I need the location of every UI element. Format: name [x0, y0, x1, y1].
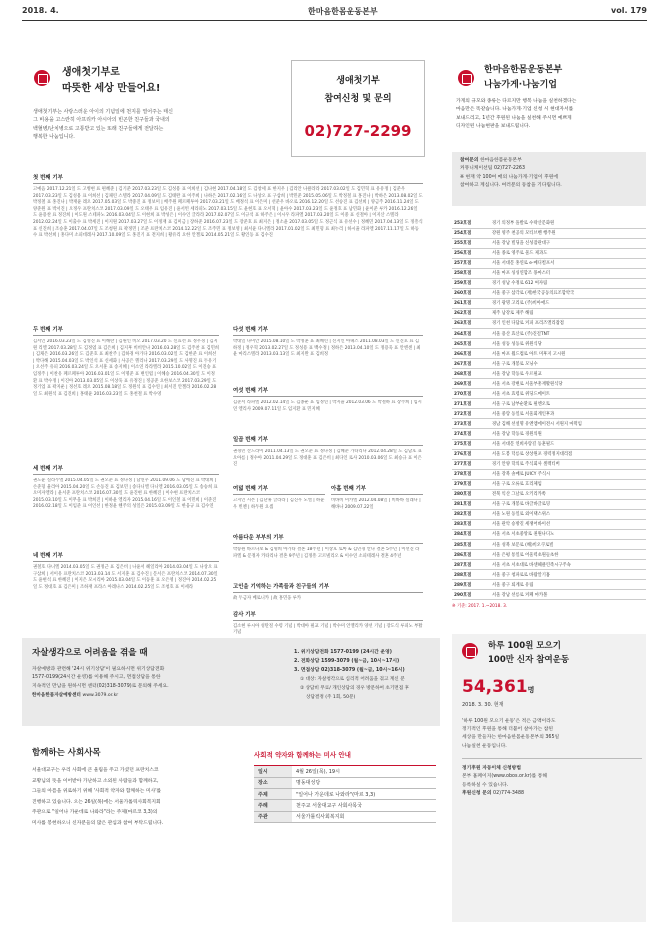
shop-row — [452, 570, 646, 580]
shop-number: 276호점 — [452, 449, 490, 459]
shop-row — [452, 479, 646, 489]
mass-body-6: 미사를 봉헌하오니 신자분들의 많은 관심과 참여 부탁드립니다. — [32, 820, 164, 826]
mass-value: 4월 26일(목), 19시 — [292, 766, 436, 777]
counter-body-4: 나눔실천 운동입니다. — [462, 743, 507, 749]
shop-row — [452, 580, 646, 590]
mass-body-3: 그들의 아픔을 위로하기 위해 '사회적 약자와 함께하는 미사'를 — [32, 789, 162, 795]
donor-list: 김준서 라파엘 2012.02.14일 도 김종운 표 임정연 | 박지율 2012.03.06 도 박철하 표 장주희 | 임시연 엘리사 2009.07.11일 도 임지환 표 민지혜 — [233, 400, 422, 412]
mass-body-2: 교황님의 뜻을 이어받아 가난하고 소외된 사람들과 함께하고, — [32, 778, 159, 784]
section-heading: 고인을 기억하는 가족들과 친구들의 기부 — [233, 579, 423, 593]
shop-row — [452, 298, 646, 308]
mass-value: 명동대성당 — [292, 777, 436, 788]
shop-name: 서울 중구 청파로로 바람알기홈 — [490, 570, 646, 580]
shop-row — [452, 308, 646, 318]
sharing-title-2: 나눔가게·나눔기업 — [484, 80, 557, 90]
suicide-body-2: 1577-0199(24시간 운영)를 이용해 주시고, 면접상담을 통한 — [32, 675, 161, 681]
donor-list: 권경민 산드라이 2011.04.13일 도 권오준 표 정다정 | 김혜준 가타리나 2012.04.28일 도 김남호 표 오아름 | 정수아 2011.04.29일 도 정대훈 표 김은비 | 최다인 로사 2010.03.06일 도 최승규 표 이은진 — [233, 449, 422, 468]
shop-row — [452, 318, 646, 328]
shop-name: 전북 익산 그날로 오키리카쪽 — [490, 489, 646, 499]
shop-number: 264호점 — [452, 329, 490, 339]
shop-number: 280호점 — [452, 489, 490, 499]
inquiry-contact: 커뮤니케이션팀 02)727-2263 — [460, 166, 526, 172]
counter-title-2: 100만 신자 참여운동 — [488, 655, 570, 665]
mass-table-title: 사회적 약자와 함께하는 미사 안내 — [254, 742, 436, 766]
counter-box — [452, 634, 646, 922]
donor-list: 김서인 2016.03.23일 도 김성진 표 이해란 | 김원인 비오 2017.03.20 도 신효선 표 정우경 | 김지원 리엘 2017.03.28일 도 김정엽 표 김은희 | 김지후 비비안나 2016.03.28일 도 김주찬 표 김민희 | 김채은 2016.03.26일 도 김준호 표 최찬주 | 김하경 아가다 2016.03.02일 도 김한준 표 이희선 | 박다해 2015.04.03일 도 박인석 표 신세화 | 사공은 헬리나 2017.03.29일 도 사명진 표 두유기 | 오선주 유피 2016.03.24일 도 오서훈 표 송지혜 | 이소연 라라엘라 2015.10.02일 도 이진승 표 임정주 | 이찬유 페르페투아 2016.03.01일 도 이명준 표 변인엽 | 이혜승 2016.04.30일 도 이정환 표 박수정 | 이진아 2013.03.05일 도 이상욱 표 유정진 | 정공준 요한보스코 2017.03.29일 도 정기업 표 곽지운 | 정선호 레오 2015.08.18일 도 정원석 표 김수연 | 최서진 안젤라 2016.02.28일 도 최원석 표 김진희 | 홍태윤 2016.03.23일 도 홍천철 표 박수영 — [33, 339, 219, 397]
mass-row — [254, 789, 436, 800]
shop-row — [452, 268, 646, 278]
support-inquiry-phone: 02)774-3488 — [493, 791, 525, 797]
shop-row — [452, 560, 646, 570]
shop-row — [452, 419, 646, 429]
shop-name: 서울 종로 영주로 물드 제과도 — [490, 248, 646, 258]
donor-col-left — [33, 322, 219, 591]
shop-name: 서울 중랑 동일로 서울회계인후과 — [490, 409, 646, 419]
shop-row — [452, 429, 646, 439]
section-heading: 두 번째 기부 — [33, 322, 219, 336]
shop-number: 282호점 — [452, 509, 490, 519]
donor-list: 권도윤 실라누엘 2015.04.05일 도 권오준 표 정다정 | 남연우 2011.09.06 도 남에진 표 박대희 | 손준형 율리아 2015.04.20일 도 손동진 표 김보민 | 송다니엘 다니엘 2016.03.05일 도 송승희 표 오미자엘라 | 윤서준 프란치스코 2016.07.30일 도 윤진현 표 한혜진 | 이수현 프란치스코 2015.03.10일 도 이무을 표 박희진 | 이하윤 엘리자 2015.04.16일 도 이인철 표 이민희 | 이준진 2016.02.18일 도 이임준 표 이인선 | 한정윤 헨주의 성일은 2015.03.09일 도 한웅규 표 김수연 — [33, 478, 218, 510]
shop-number: 261호점 — [452, 298, 490, 308]
shop-number: 281호점 — [452, 499, 490, 509]
shop-row — [452, 329, 646, 339]
mass-row — [254, 766, 436, 777]
shop-row — [452, 379, 646, 389]
donor-first — [33, 170, 423, 240]
shop-name: 서울 마포 싱싱연합조 몽마스터 — [490, 268, 646, 278]
sharing-body-1: 가게의 규모와 종류는 다르지만 행복 나눔을 실천하겠다는 — [456, 99, 577, 104]
shop-number: 265호점 — [452, 339, 490, 349]
section-heading: 일곱 번째 기부 — [233, 432, 423, 446]
shop-name: 서울 강남 선릉로 커페 마카볼 — [490, 590, 646, 600]
shop-number: 257호점 — [452, 258, 490, 268]
shop-number: 288호점 — [452, 570, 490, 580]
sharing-body-2: 마음만은 똑같습니다. 나눔가게·기업 신청 시 현대자서를 — [456, 107, 574, 113]
sharing-body-4: 디자인된 나눔현판을 보내드립니다. — [456, 124, 531, 130]
shop-name: 제주 남강로 제주 해림 — [490, 308, 646, 318]
count-date: 2018. 3. 30. 현재 — [462, 702, 504, 708]
shop-row — [452, 529, 646, 539]
campaign-body-3: 백혈병/난치병으로 고통받고 있는 또래 친구들에게 전달하는 — [33, 125, 164, 132]
org-name: 한마음한몸운동본부 — [308, 7, 378, 16]
shop-name: 서울 구로 오류로 흐리체임 — [490, 479, 646, 489]
mass-body-4: 진행하고 있습니다. 오는 26일(목)에는 서울가톨릭사회복지회 — [32, 799, 161, 805]
section-heading: 감사 기부 — [233, 607, 423, 621]
shop-name: 경기 광명 고리로 (주)비아애드 — [490, 298, 646, 308]
shop-name: 서울 강북 솔매로 JUICY 주식시 — [490, 469, 646, 479]
sharing-inquiry-box — [452, 152, 646, 206]
shop-name: 서울 구로 남부순환로 필엔오토 — [490, 399, 646, 409]
suicide-item-6: 상담결정 (주 1회, 50분) — [306, 695, 356, 700]
shop-row — [452, 459, 646, 469]
suicide-body-1: 자살예방과 관련해 '24시 위기상담'이 필요하시면 위기상담전화 — [32, 667, 165, 672]
shop-row — [452, 519, 646, 529]
shop-number: 269호점 — [452, 379, 490, 389]
suicide-box — [22, 638, 440, 726]
inquiry-org: 한마음한몸운동본부 — [480, 158, 522, 163]
shop-name: 경기 성남 수정로 612 여자림 — [490, 278, 646, 288]
shop-row — [452, 359, 646, 369]
mass-key: 주제 — [254, 789, 292, 800]
shop-row — [452, 248, 646, 258]
shop-number: 275호점 — [452, 439, 490, 449]
mass-table — [254, 766, 436, 823]
mass-body-5: 주관으로 "일어나 가운데로 나와라"라는 주제(마르코 3,3)의 — [32, 810, 158, 816]
shop-name: 서울 용산 효산로 (주)진걸TNT — [490, 329, 646, 339]
shop-number: 287호점 — [452, 560, 490, 570]
shop-name: 서울 서대문 연희사랑길 동훈필드 — [490, 439, 646, 449]
section-heading: 여덟 번째 기부 — [233, 481, 325, 495]
shop-name: 서울 마포 월드컵로 아트 미후지 고시원 — [490, 349, 646, 359]
shop-number: 268호점 — [452, 369, 490, 379]
shop-row — [452, 540, 646, 550]
shop-row — [452, 590, 646, 600]
campaign-title-2: 따뜻한 세상 만들어요! — [62, 83, 161, 94]
shop-name: 서울 중구 퇴계로 유림 — [490, 580, 646, 590]
shop-number: 289호점 — [452, 580, 490, 590]
donor-list: 고지인 시몬 | 김난휴 글라라 | 김진우 노엘 | 하윤우 빈첸 | 하두원 요셉 — [233, 498, 325, 510]
donor-list: 고예음 2017.12.21일 도 고병현 표 편혜준 | 김기준 2017.03.23일 도 김성용 표 이희선 | 김나현 2017.04.18일 도 김창세 표 한지우 | 김리안 나클라라 2017.03.02일 도 김민혁 표 유유정 | 김준우 2017.03.23일 도 김성용 표 이희선 | 김채린 스텔라 2017.04.09일 도 김태완 표 이주희 | 나하은 2017.02.16일 도 나상오 표 구삼희 | 박민준 2015.05.06일 도 박정철 표 홍진나 | 박하은 2013.08.02일 도 박정철 표 홍진나 | 박재윤 레오 2017.05.03일 도 박중진 표 정보미 | 배주원 페르페투아 2017.03.21일 도 배정석 표 이은미 | 선준우 바오로 2016.12.20일 도 선승진 표 김선희 | 양금주 2016.11.24일 도 양준원 표 박서진 | 오정우 프란치스코 2017.03.09일 도 오태우 표 임유진 | 윤서빈 세라피노 2017.03.15일 도 윤현호 표 오서혁 | 윤아수 2017.03.23일 도 윤정호 표 남민화 | 윤이준 루카 2016.12.26일 도 윤용찬 표 정진희 | 이도원 스테파노 2016.03.04일 도 이현희 표 박성은 | 이수인 글라라 2017.02.07일 도 이규석 표 하주은 | 이시우 라파엘 2017.03.20일 도 이중 표 신철아 | 이지산 스텔라 2012.02.24일 도 이출수 표 박세진 | 이지원 2017.03.27일 도 이정재 표 김미금 | 장하준 2016.07.23일 도 장준호 표 최지은 | 정소윤 2017.03.05일 도 정근식 표 유선수 | 정혜민 2017.04.13일 도 정흥식 표 신진희 | 조승훈 2017.04.07일 도 조청원 표 곽정민 | 조준 프란치스코 2014.12.22일 도 조주민 표 정보영 | 최서윤 다니엘라 2017.01.02일 도 최민형 표 최누리 | 하시율 라파엘 2017.11.17일 도 하동수 표 박선희 | 홍다미 소피데레사 2017.10.09일 도 홍진기 표 전지희 | 황유리 요한 안젤로 2014.05.21일 도 황인동 표 김수진 — [33, 187, 423, 239]
shop-name: 서울 중구 삼각로 (재)한국공동의료조합약국 — [490, 288, 646, 298]
shop-name: 서울 서초 효령로 위딩드메이트 — [490, 389, 646, 399]
suicide-body-3: 지속적인 만남을 원하시면 센터(02)318-3079)로 문의해 주세요. — [32, 683, 169, 689]
donor-list: 박승원 바르나보 & 김명희 아가타 결혼 18주년 | 이상호 토마 & 김민경 안나 결혼 5주년 | 이선진 라파엘 & 문정자 카타리나 결혼 9주년 | 김정흥 고르넬리오 & 이수연 소피테레사 결혼 4주년 — [233, 547, 420, 559]
shop-number: 272호점 — [452, 409, 490, 419]
campaign-body-2: 그 비용을 고스란히 아프리카 아시아의 빈곤한 친구들과 국내의 — [33, 117, 170, 124]
mass-row — [254, 777, 436, 788]
shop-name: 서울 서초 강변로 서울부흥재활원식당 — [490, 379, 646, 389]
shop-row — [452, 409, 646, 419]
shop-row — [452, 258, 646, 268]
donor-list: 비바비 미카엘 2012.04.08일 | 비바바 실레나 | 해바나 2009.07.22일 — [331, 498, 421, 510]
counter-body-3: 세상을 만들자는 한마음한몸운동본부의 365일 — [462, 735, 560, 741]
shop-name: 경기 의정부 돌발로 수락산문화원 — [490, 218, 646, 228]
shop-number: 263호점 — [452, 318, 490, 328]
mass-row — [254, 800, 436, 811]
inquiry-label: 참여문의 — [460, 158, 479, 163]
shop-number: 285호점 — [452, 540, 490, 550]
shop-number: 283호점 — [452, 519, 490, 529]
suicide-item-5: ② 상담비 무료/ 개인상담의 경우 방문하여 초기면접 후 — [300, 686, 410, 691]
shop-row — [452, 339, 646, 349]
suicide-org: 한마음한몸자살예방센터 — [32, 693, 81, 699]
donor-list: 김소현 루시아 성탄절 수령 기념 | 박대아 필교 기념 | 박수미 안젤리카 양선 기념 | 장도식 루피노 부활 기념 — [233, 623, 423, 636]
shop-name: 경기 안양 학의로 주식회사 셀렉티버 — [490, 459, 646, 469]
shop-number: 255호점 — [452, 238, 490, 248]
autopay-title: 정기후원 자동이체 신청방법 — [462, 766, 521, 771]
shop-number: 279호점 — [452, 479, 490, 489]
page-header — [22, 0, 647, 21]
sharing-body-3: 보내드리고, 1년간 후원된 나눔을 실천해 주시면 예쁘게 — [456, 115, 572, 121]
shop-row — [452, 399, 646, 409]
campaign-title-1: 생애첫기부로 — [62, 67, 120, 78]
campaign-body-4: 행복한 나눔입니다. — [33, 134, 75, 141]
section-heading: 첫 번째 기부 — [33, 170, 423, 184]
shop-row — [452, 499, 646, 509]
shops-note: ※ 기준: 2017. 1.~2018. 3. — [452, 604, 508, 609]
mass-section — [22, 738, 440, 826]
mass-title: 함께하는 사회사목 — [32, 748, 101, 758]
inquiry-note-1: ※ 현재 약 100여 매의 나눔가게·기업이 후원에 — [460, 174, 558, 180]
volume: vol. 179 — [611, 6, 647, 15]
shop-row — [452, 389, 646, 399]
shop-row — [452, 218, 646, 228]
shop-number: 254호점 — [452, 228, 490, 238]
shop-name: 서울 구로 개봉로 모닝수 — [490, 359, 646, 369]
sharing-title-1: 한마음한몸운동본부 — [484, 65, 563, 75]
inquiry-note-2: 참여하고 계십니다. 여러분의 동참을 기다립니다. — [460, 183, 562, 189]
shop-name: 강원 영주 천공의 모티브벤 행주원 — [490, 228, 646, 238]
store-icon — [458, 70, 474, 86]
shop-name: 서울 관악 승방길 세쟁어바이선 — [490, 519, 646, 529]
shop-number: 256호점 — [452, 248, 490, 258]
shop-name: 서울 노원 동일로 외이택스위스 — [490, 509, 646, 519]
autopay-line-1[interactable]: 본부 홈페이지(www.obos.or.kr)를 통해 — [462, 774, 548, 780]
shop-number: 286호점 — [452, 550, 490, 560]
shop-row — [452, 439, 646, 449]
participant-count: 54,361 — [462, 677, 528, 697]
shop-row — [452, 489, 646, 499]
gift-icon — [34, 70, 50, 86]
shop-name: 서울 강남 학동로 경원의원 — [490, 429, 646, 439]
shop-row — [452, 509, 646, 519]
section-heading: 세 번째 기부 — [33, 461, 219, 475]
count-unit: 명 — [527, 686, 535, 694]
coin-icon — [462, 643, 478, 659]
shop-row — [452, 550, 646, 560]
shop-row — [452, 238, 646, 248]
counter-body-1: '하루 100원 모으기 운동'은 적은 금액이라도 — [462, 719, 556, 724]
shop-number: 274호점 — [452, 429, 490, 439]
section-heading: 아홉 번째 기부 — [331, 481, 423, 495]
suicide-item-3: 3. 면접상담 02)318-3079 (월~금, 10시~16시) — [294, 668, 405, 673]
shop-name: 서울 은평 통일로 어울력초원들초한 — [490, 550, 646, 560]
donor-list: 권철호 다니엘 2014.03.05일 도 권정근 표 김은비 | 나윤서 헤일리아 2014.03.04일 도 나상오 표 구삼희 | 서이유 프란치스코 2013.03.14 도 서지훈 표 김수진 | 문서은 프란치스코 2014.07.30일 도 윤현석 표 한혜진 | 이지은 모시리아 2015.03.04일 도 이동훈 표 오은영 | 정진아 2014.02.25일 도 정대호 표 김은미 | 조하재 프라스 아레나스 2014.02.25일 도 조청호 표 이세라 — [33, 565, 218, 590]
shop-name: 서울 성북 보문로 (해)비오쿠로빌 — [490, 540, 646, 550]
donor-list: 故 두금자 베로니카 | 故 홍민웅 루카 — [233, 596, 302, 601]
shop-row — [452, 288, 646, 298]
mass-body-1: 서울대교구는 우리 사회에 큰 울림을 주고 가셨던 프란치스코 — [32, 768, 159, 773]
suicide-title: 자살생각으로 어려움을 겪을 때 — [32, 648, 148, 658]
apply-box — [291, 60, 425, 157]
shop-name: 서울 도봉 덕릉로 상상원포 경력정지대리점 — [490, 449, 646, 459]
shop-name: 경남 김해 선설명 유엔엠에이전시 서원지 마떡임 — [490, 419, 646, 429]
shop-number: 290호점 — [452, 590, 490, 600]
shop-name: 서울 성동 성동로 위원식당 — [490, 339, 646, 349]
mass-value: "일어나 가운데로 나와라"(마르 3,3) — [292, 789, 436, 800]
shop-number: 273호점 — [452, 419, 490, 429]
section-heading: 아름다운 부부의 기부 — [233, 530, 423, 544]
shop-number: 278호점 — [452, 469, 490, 479]
shop-row — [452, 278, 646, 288]
shop-number: 266호점 — [452, 349, 490, 359]
shop-number: 259호점 — [452, 278, 490, 288]
apply-title-1: 생애첫기부 — [336, 76, 380, 86]
apply-phone[interactable]: 02)727-2299 — [304, 122, 412, 140]
suicide-url[interactable]: www.3079.or.kr — [82, 693, 119, 699]
shop-row — [452, 449, 646, 459]
shop-row — [452, 369, 646, 379]
shop-name: 서울 서초 서초대로 바센헤클린족시구주속 — [490, 560, 646, 570]
shop-number: 262호점 — [452, 308, 490, 318]
shop-number: 284호점 — [452, 529, 490, 539]
mass-value: 서울가톨릭사회복지회 — [292, 811, 436, 822]
shop-number: 271호점 — [452, 399, 490, 409]
counter-body-2: 정기적인 후원을 통해 더불어 살아가는 참된 — [462, 727, 554, 733]
shop-number: 267호점 — [452, 359, 490, 369]
suicide-item-1: 1. 위기상담전화 1577-0199 (24시간 운영) — [294, 650, 392, 655]
shop-table — [452, 218, 646, 600]
campaign-body-1: 생애첫기부는 사랑스러운 아이의 기념일에 천지를 열어주는 태신 — [33, 109, 173, 115]
section-heading: 네 번째 기부 — [33, 548, 219, 562]
apply-title-2: 참여신청 및 문의 — [324, 94, 392, 104]
shop-number: 258호점 — [452, 268, 490, 278]
support-inquiry-label: 후원신청 문의 — [462, 791, 492, 797]
shop-number: 260호점 — [452, 288, 490, 298]
mass-key: 일시 — [254, 766, 292, 777]
donor-col-mid — [233, 322, 423, 637]
shop-name: 서울 강남 빌딩을 신성잠관대구 — [490, 238, 646, 248]
section-heading: 여섯 번째 기부 — [233, 383, 423, 397]
mass-value: 천주교 서울대교구 사회사목국 — [292, 800, 436, 811]
shop-number: 270호점 — [452, 389, 490, 399]
shop-row — [452, 228, 646, 238]
shop-number: 277호점 — [452, 459, 490, 469]
donor-list: 박대일 다미안 2015.08.10일 도 박정훈 표 최혜린 | 신지인 아녜스 2011.08.03일 도 신진호 표 김하정 | 정우혁 2013.02.27일 도 정성용 표 백수정 | 정하은 2013.04.10일 도 정용욱 표 안엔센 | 최윤 마리스텔라 2013.03.13일 도 최지완 표 김희정 — [233, 339, 421, 358]
autopay-line-2: 등록하실 수 있습니다. — [462, 782, 509, 788]
shop-name: 경기 인천 다담로 커피 프리즈앨리잡점 — [490, 318, 646, 328]
shop-name: 서울 구로 개봉로 바글바글로밍 — [490, 499, 646, 509]
mass-row — [254, 811, 436, 822]
shop-name: 서울 서초 서초중앙로 퀸원나디노 — [490, 529, 646, 539]
counter-title-1: 하루 100원 모으기 — [488, 641, 561, 651]
suicide-item-4: ① 대상: 자살청각으로 심리적 어려움을 겪고 계신 분 — [300, 677, 405, 682]
section-heading: 다섯 번째 기부 — [233, 322, 423, 336]
suicide-item-2: 2. 전화상담 1599-3079 (월~금, 10시~17시) — [294, 659, 400, 664]
issue-date: 2018. 4. — [22, 6, 59, 15]
shop-name: 서울 서대문 홍연로 e-메디컬포서 — [490, 258, 646, 268]
mass-key: 장소 — [254, 777, 292, 788]
mass-key: 주관 — [254, 811, 292, 822]
shop-row — [452, 349, 646, 359]
shop-row — [452, 469, 646, 479]
shop-number: 253호점 — [452, 218, 490, 228]
mass-key: 주례 — [254, 800, 292, 811]
shop-name: 서울 강남 학동로 우르필교 — [490, 369, 646, 379]
